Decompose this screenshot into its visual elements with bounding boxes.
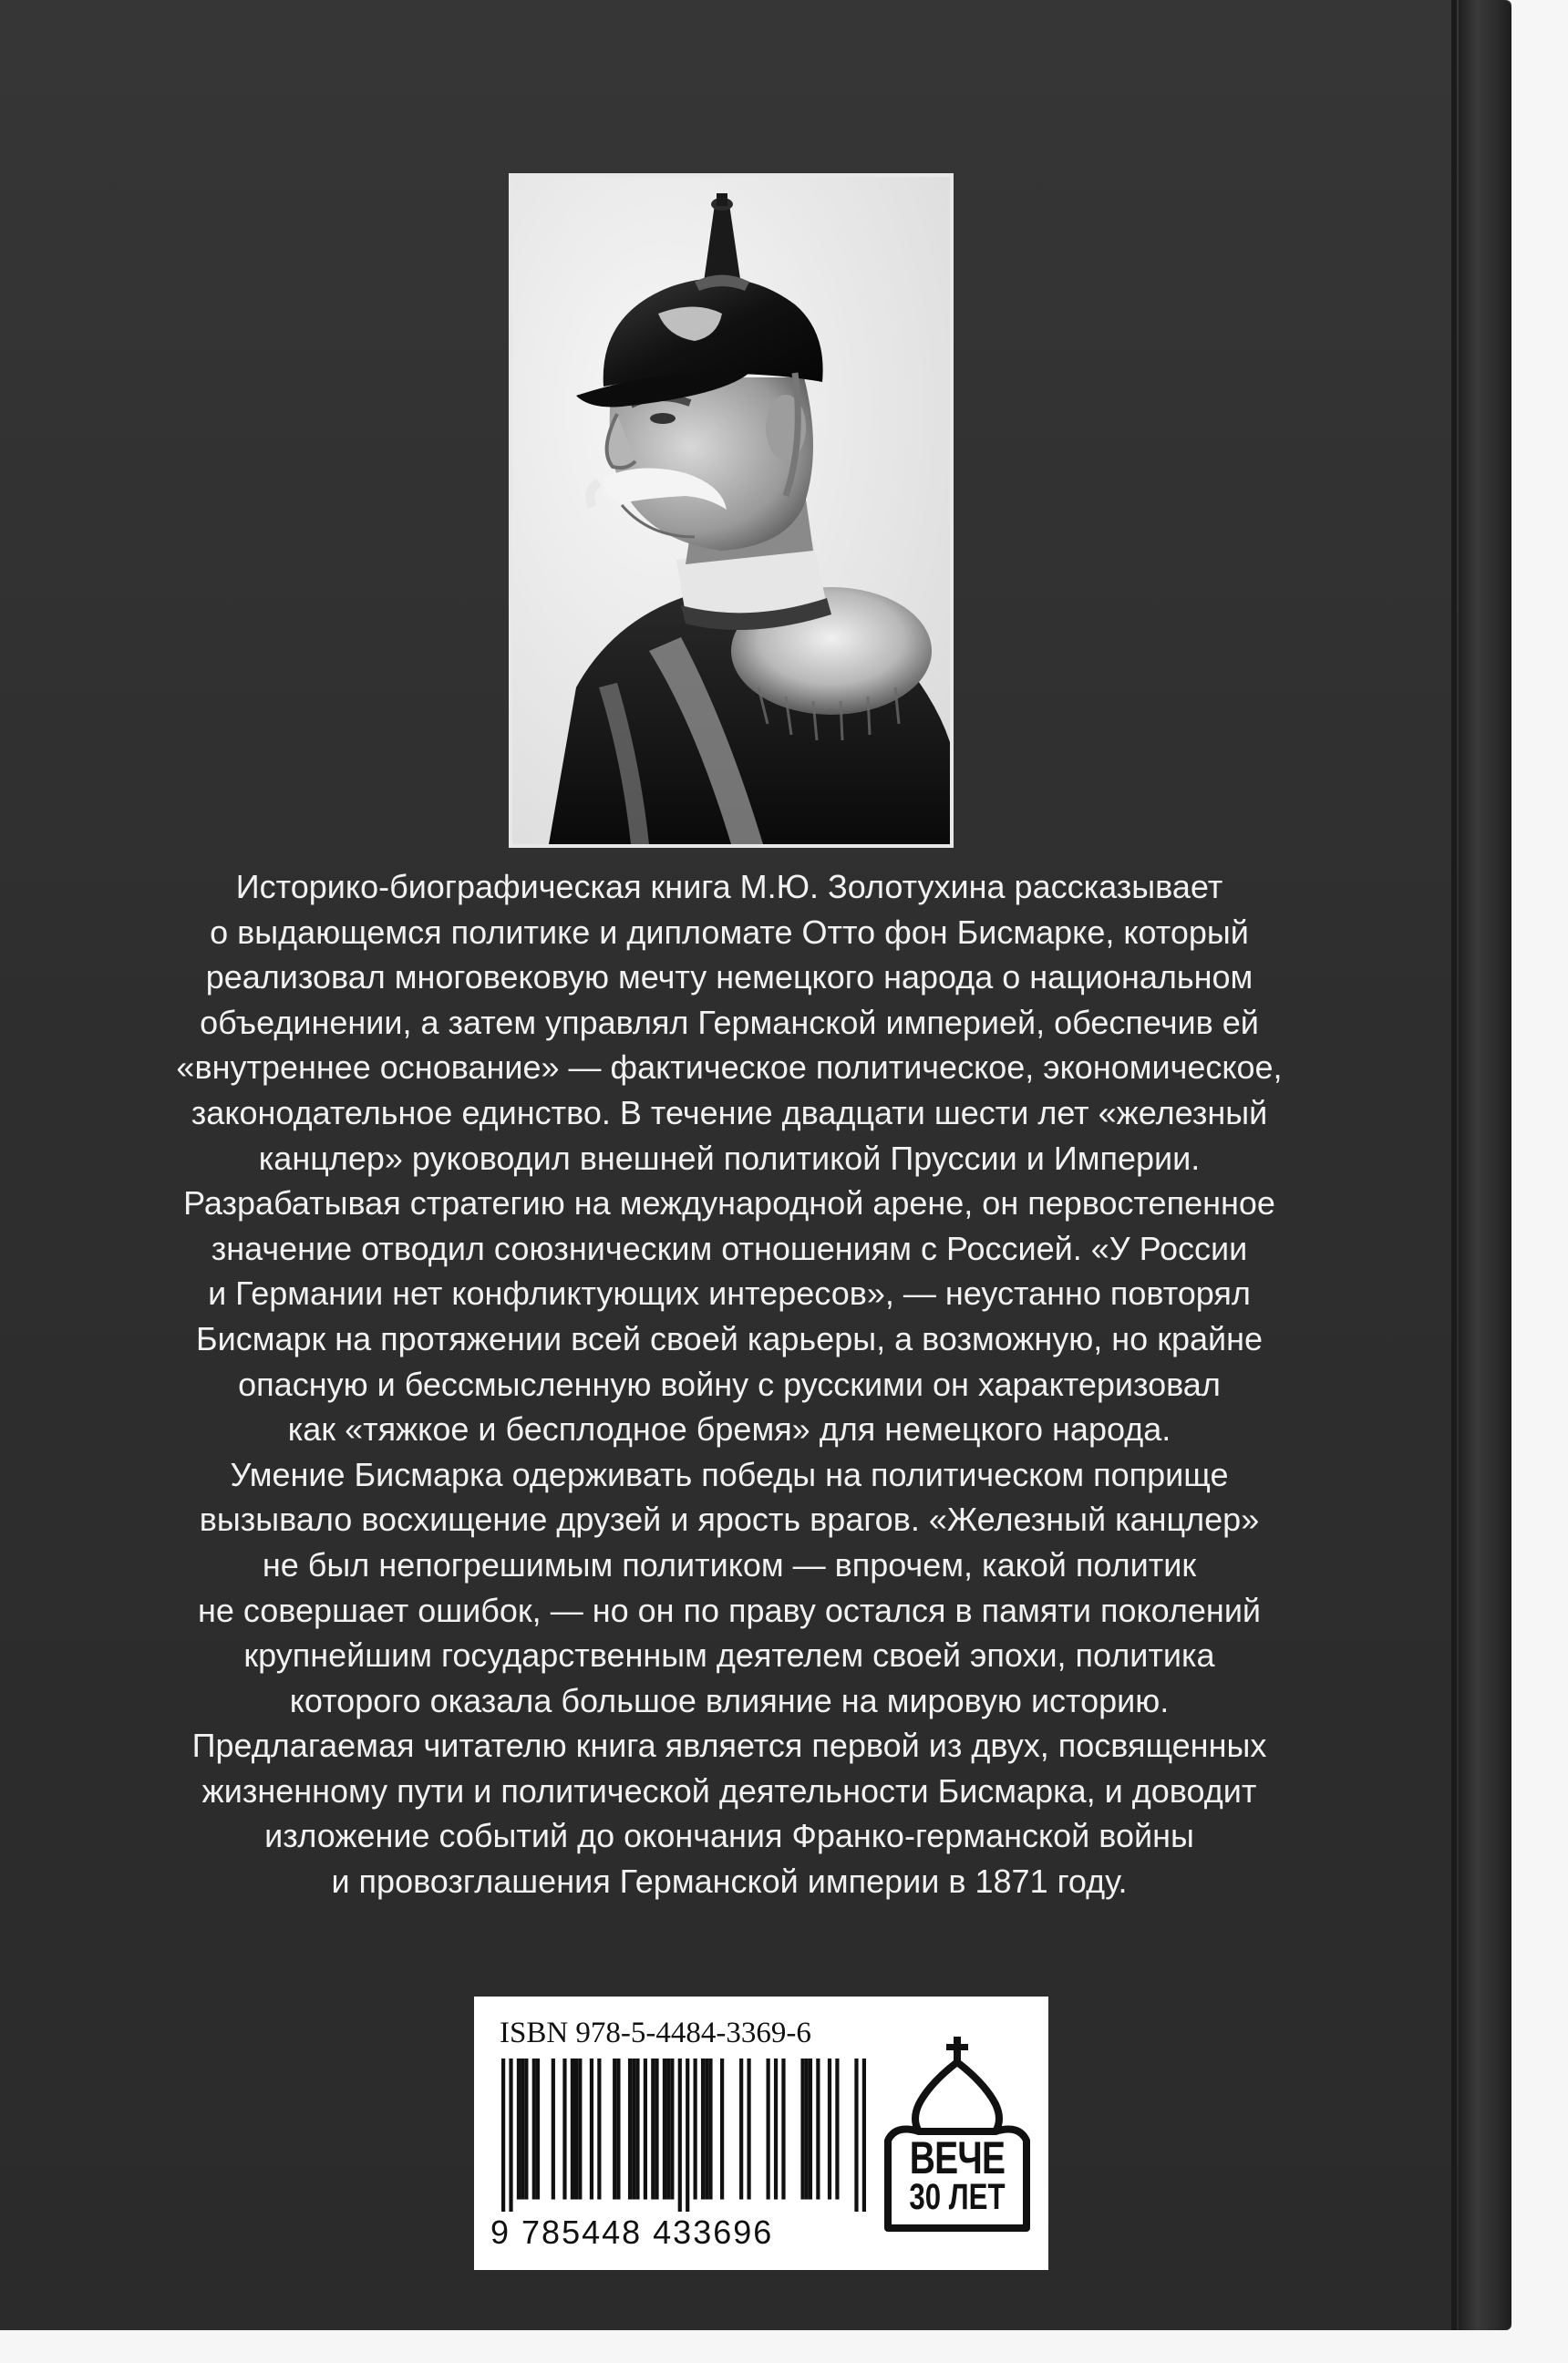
description-line: Бисмарк на протяжении всей своей карьеры, а возможную, но крайне	[195, 1319, 1264, 1357]
barcode-bar	[616, 2059, 620, 2200]
description-line: жизненному пути и политической деятельности Бисмарка, и доводит	[201, 1771, 1257, 1810]
portrait-icon	[512, 177, 950, 844]
scan-margin-bottom	[0, 2330, 1568, 2363]
barcode-bar	[705, 2059, 708, 2200]
description-line: изложение событий до окончания Франко-германской войны	[264, 1817, 1194, 1855]
barcode-bar	[532, 2059, 536, 2200]
barcode-bar	[774, 2059, 778, 2200]
description-line: «внутреннее основание» — фактическое политическое, экономическое,	[176, 1048, 1283, 1087]
spine-fold	[1451, 0, 1457, 2330]
barcode-bar	[767, 2059, 770, 2200]
publisher-name: ВЕЧЕ	[909, 2132, 1006, 2183]
barcode-bar	[670, 2059, 674, 2200]
spine-edge	[1459, 0, 1511, 2330]
description-line: вызывало восхищение друзей и ярость врагов. «Железный канцлер»	[199, 1501, 1260, 1539]
barcode-bar	[739, 2059, 743, 2200]
barcode-bar	[628, 2059, 632, 2200]
barcode-bar	[678, 2059, 682, 2212]
barcode-bar	[666, 2059, 670, 2200]
barcode-bar	[521, 2059, 524, 2200]
barcode-bar	[747, 2059, 750, 2200]
ean-barcode	[501, 2059, 866, 2212]
barcode-bar	[816, 2059, 820, 2200]
barcode-bar	[694, 2059, 697, 2200]
barcode-bar	[835, 2059, 839, 2200]
barcode-bar	[708, 2059, 712, 2200]
barcode-bar	[597, 2059, 601, 2200]
barcode-bar	[651, 2059, 655, 2200]
barcode-bar	[809, 2059, 812, 2200]
barcode-icon	[501, 2059, 866, 2212]
description-line: Историко-биографическая книга М.Ю. Золотухина рассказывает	[235, 868, 1223, 905]
barcode-bar	[501, 2059, 505, 2212]
description-line: которого оказала большое влияние на мировую историю.	[289, 1681, 1170, 1719]
barcode-bar	[686, 2059, 689, 2212]
description-line: не совершает ошибок, — но он по праву остался в памяти поколений	[197, 1591, 1262, 1629]
publisher-logo	[875, 2033, 1039, 2234]
barcode-panel	[474, 1997, 1048, 2270]
ean-number: 9 785448 433696	[490, 2213, 774, 2251]
barcode-bar	[663, 2059, 666, 2200]
barcode-bar	[571, 2059, 574, 2200]
description-line: как «тяжкое и бесплодное бремя» для немецкого народа.	[287, 1410, 1171, 1449]
barcode-bar	[578, 2059, 582, 2200]
description-line: законодательное единство. В течение двадцати шести лет «железный	[191, 1093, 1268, 1131]
description-line: опасную и бессмысленную войну с русскими он характеризовал	[238, 1365, 1221, 1403]
description-line: Умение Бисмарка одерживать победы на политическом поприще	[230, 1455, 1229, 1493]
description-line: и провозглашения Германской империи в 1871 году.	[331, 1863, 1128, 1901]
scan-margin-right	[1511, 0, 1568, 2363]
barcode-bar	[590, 2059, 593, 2200]
description-line: крупнейшим государственным деятелем своей эпохи, политика	[243, 1636, 1215, 1675]
barcode-bar	[828, 2059, 831, 2200]
barcode-bar	[862, 2059, 866, 2212]
barcode-bar	[854, 2059, 858, 2212]
book-description	[137, 864, 1322, 1904]
isbn-label: ISBN 978-5-4484-3369-6	[500, 2017, 811, 2049]
barcode-bar	[613, 2059, 616, 2200]
barcode-bar	[644, 2059, 647, 2200]
barcode-bar	[562, 2059, 566, 2200]
description-line: канцлер» руководил внешней политикой Пруссии и Империи.	[258, 1139, 1201, 1177]
description-line: Разрабатывая стратегию на международной арене, он первостепенное	[183, 1184, 1275, 1223]
barcode-bar	[720, 2059, 724, 2200]
barcode-bar	[701, 2059, 705, 2200]
barcode-bar	[655, 2059, 658, 2200]
barcode-bar	[509, 2059, 512, 2212]
barcode-bar	[552, 2059, 555, 2200]
description-line: и Германии нет конфликтующих интересов», — неустанно повторял	[208, 1274, 1251, 1313]
description-line: Предлагаемая читателю книга является первой из двух, посвященных	[191, 1727, 1267, 1765]
barcode-bar	[574, 2059, 578, 2200]
barcode-bar	[632, 2059, 635, 2200]
description-line: объединении, а затем управлял Германской империей, обеспечив ей	[200, 1003, 1259, 1041]
barcode-bar	[517, 2059, 521, 2200]
barcode-bar	[805, 2059, 809, 2200]
barcode-bar	[536, 2059, 540, 2200]
description-line: значение отводил союзническим отношениям с Россией. «У России	[211, 1229, 1248, 1267]
barcode-bar	[800, 2059, 804, 2200]
description-line: реализовал многовековую мечту немецкого народа о национальном	[205, 958, 1253, 996]
barcode-bar	[635, 2059, 639, 2200]
publisher-anniversary: 30 ЛЕТ	[909, 2177, 1006, 2217]
barcode-bar	[524, 2059, 528, 2200]
description-line: не был непогрешимым политиком — впрочем, какой политик	[262, 1545, 1197, 1584]
portrait-photo	[509, 173, 954, 848]
description-line: о выдающемся политике и дипломате Отто фон Бисмарке, который	[210, 913, 1249, 951]
barcode-bar	[781, 2059, 785, 2200]
